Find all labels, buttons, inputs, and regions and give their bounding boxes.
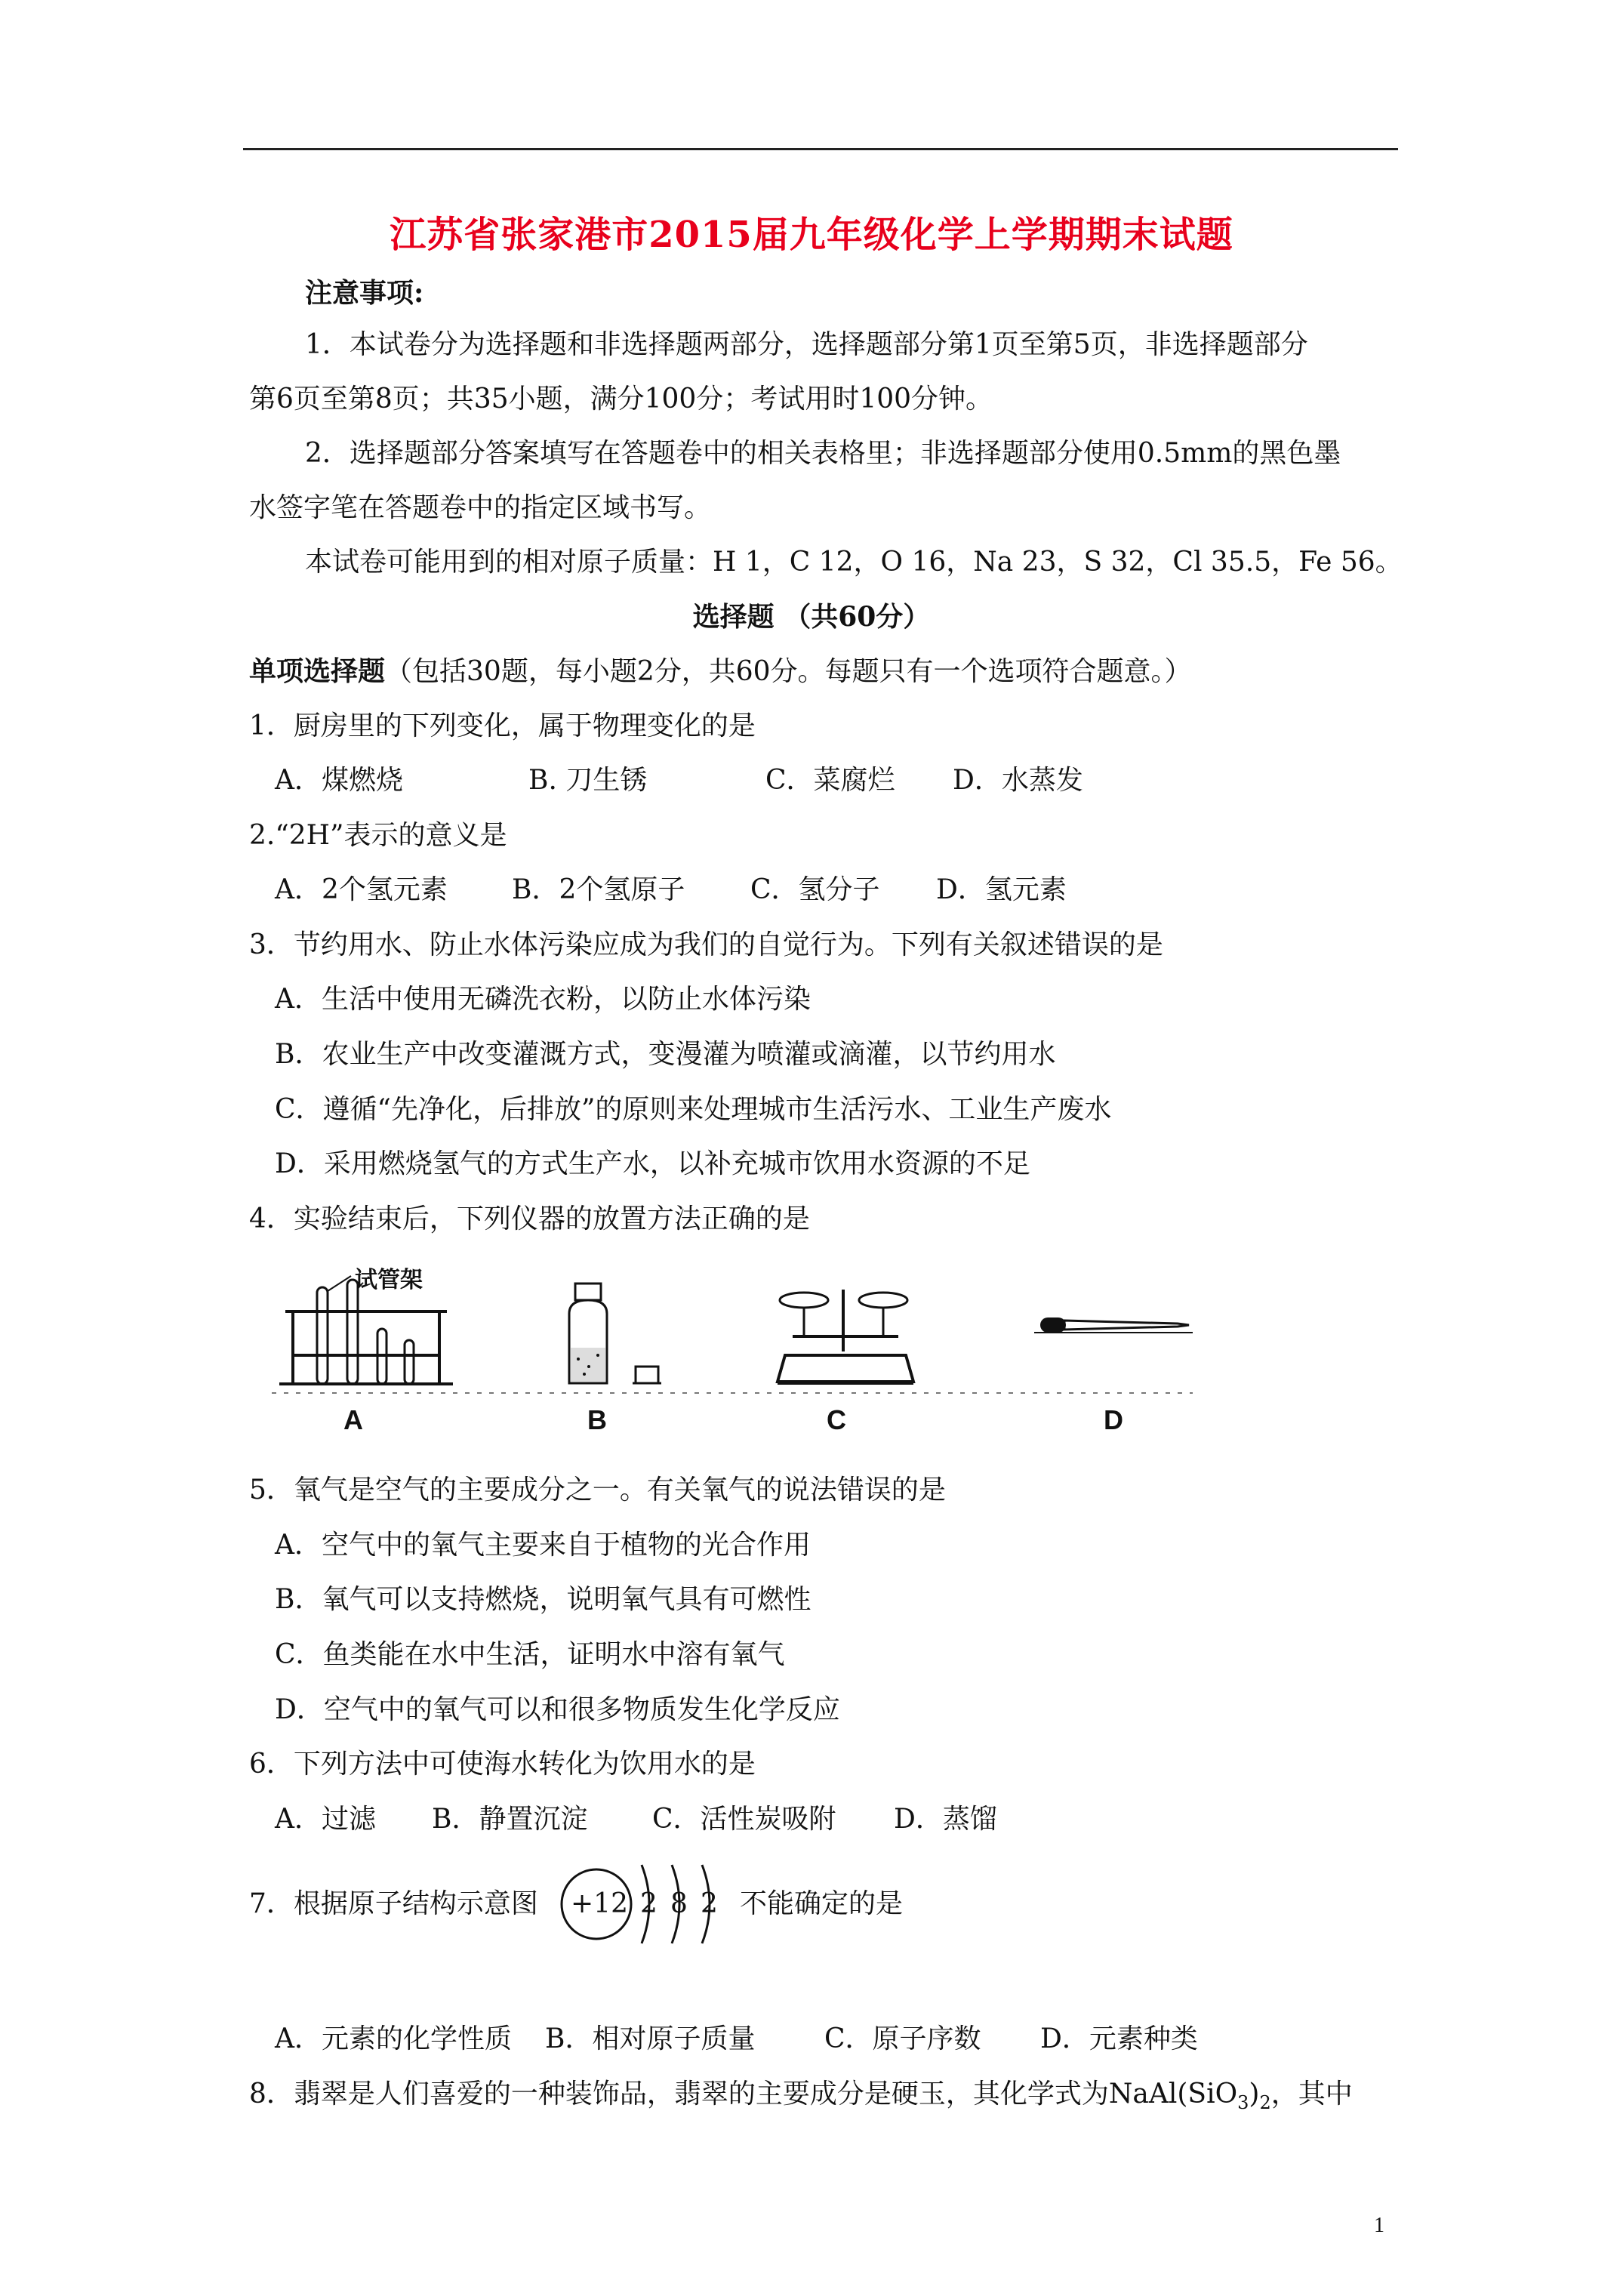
header-rule	[243, 148, 1398, 150]
notice-item-2b: 水签字笔在答题卷中的指定区域书写。	[249, 492, 712, 523]
figure-label-c: C	[827, 1404, 846, 1435]
q6-option-d: D．蒸馏	[894, 1804, 997, 1835]
q2-option-a: A．2个氢元素	[275, 874, 448, 905]
figure-baseline	[272, 1391, 1193, 1395]
figure-label-a: A	[343, 1404, 363, 1435]
figure-label-b: B	[587, 1404, 607, 1435]
q4-stem: 4．实验结束后，下列仪器的放置方法正确的是	[249, 1203, 810, 1234]
atom-shell-1: 2	[640, 1888, 658, 1919]
q7-stem-b: 不能确定的是	[740, 1888, 904, 1919]
q8-stem-a: 8．翡翠是人们喜爱的一种装饰品，翡翠的主要成分是硬玉，其化学式为NaAl(SiO	[249, 2079, 1238, 2110]
q3-option-c: C．遵循“先净化，后排放”的原则来处理城市生活污水、工业生产废水	[275, 1094, 1112, 1125]
q8-stem-d: ，其中	[1270, 2079, 1353, 2110]
figure-balance	[770, 1284, 921, 1389]
q3-option-b: B．农业生产中改变灌溉方式，变漫灌为喷灌或滴灌，以节约用水	[275, 1039, 1056, 1070]
q2-option-c: C．氢分子	[750, 874, 880, 905]
q5-stem: 5．氧气是空气的主要成分之一。有关氧气的说法错误的是	[249, 1475, 946, 1505]
atomic-mass-line: 本试卷可能用到的相对原子质量：H 1，C 12，O 16，Na 23，S 32，Cl 35.5，Fe 56。	[305, 547, 1403, 578]
page-number: 1	[1374, 2214, 1384, 2237]
figure-dropper	[1034, 1310, 1193, 1340]
q8-sub-2: 2	[1259, 2092, 1271, 2114]
q3-option-d: D．采用燃烧氢气的方式生产水，以补充城市饮用水资源的不足	[275, 1148, 1030, 1179]
q3-option-a: A．生活中使用无磷洗衣粉，以防止水体污染	[275, 984, 811, 1015]
notice-item-1b: 第6页至第8页；共35小题，满分100分；考试用时100分钟。	[249, 384, 993, 415]
q7-option-b: B．相对原子质量	[545, 2023, 756, 2054]
q1-option-c: C．菜腐烂	[765, 765, 895, 796]
q2-stem: 2.“2H”表示的意义是	[249, 820, 507, 851]
q8-stem	[249, 2076, 1353, 2121]
section-sub-bold: 单项选择题	[249, 655, 386, 687]
atom-shell-2: 8	[670, 1888, 688, 1919]
q7-option-c: C．原子序数	[824, 2023, 981, 2054]
q5-option-b: B．氧气可以支持燃烧，说明氧气具有可燃性	[275, 1584, 812, 1615]
figure-caption-rack: 试管架	[355, 1268, 423, 1293]
q7-option-a: A．元素的化学性质	[275, 2023, 512, 2054]
q8-stem-c: )	[1249, 2079, 1260, 2110]
figure-reagent-bottle	[559, 1276, 664, 1389]
q8-sub-3: 3	[1237, 2092, 1249, 2114]
q1-option-d: D．水蒸发	[953, 765, 1083, 796]
q2-option-d: D．氢元素	[936, 874, 1067, 905]
notice-item-2a: 2．选择题部分答案填写在答题卷中的相关表格里；非选择题部分使用0.5mm的黑色墨	[305, 438, 1341, 469]
q6-option-b: B．静置沉淀	[432, 1804, 588, 1835]
section-sub-rest: （包括30题，每小题2分，共60分。每题只有一个选项符合题意。）	[385, 656, 1192, 687]
q1-option-a: A．煤燃烧	[275, 765, 403, 796]
notice-item-1a: 1．本试卷分为选择题和非选择题两部分，选择题部分第1页至第5页，非选择题部分	[305, 329, 1308, 360]
atom-nucleus-charge: +12	[571, 1888, 628, 1919]
q6-option-c: C．活性炭吸附	[652, 1804, 836, 1835]
section-instructions	[249, 653, 1192, 690]
page-title: 江苏省张家港市2015届九年级化学上学期期末试题	[390, 214, 1233, 256]
q5-option-a: A．空气中的氧气主要来自于植物的光合作用	[275, 1530, 811, 1561]
q7-stem-a: 7．根据原子结构示意图	[249, 1888, 538, 1919]
q5-option-c: C．鱼类能在水中生活，证明水中溶有氧气	[275, 1639, 785, 1670]
q7-option-d: D．元素种类	[1040, 2023, 1198, 2054]
q1-option-b: B. 刀生锈	[528, 765, 648, 796]
q6-option-a: A．过滤	[275, 1804, 376, 1835]
q6-stem: 6．下列方法中可使海水转化为饮用水的是	[249, 1749, 756, 1780]
section-title: 选择题 （共60分）	[692, 601, 931, 633]
q3-stem: 3．节约用水、防止水体污染应成为我们的自觉行为。下列有关叙述错误的是	[249, 929, 1163, 960]
atom-shell-3: 2	[701, 1888, 718, 1919]
q5-option-d: D．空气中的氧气可以和很多物质发生化学反应	[275, 1694, 840, 1725]
q2-option-b: B．2个氢原子	[512, 874, 685, 905]
q1-stem: 1．厨房里的下列变化，属于物理变化的是	[249, 710, 756, 741]
notice-heading: 注意事项:	[305, 277, 424, 309]
figure-label-d: D	[1104, 1404, 1123, 1435]
